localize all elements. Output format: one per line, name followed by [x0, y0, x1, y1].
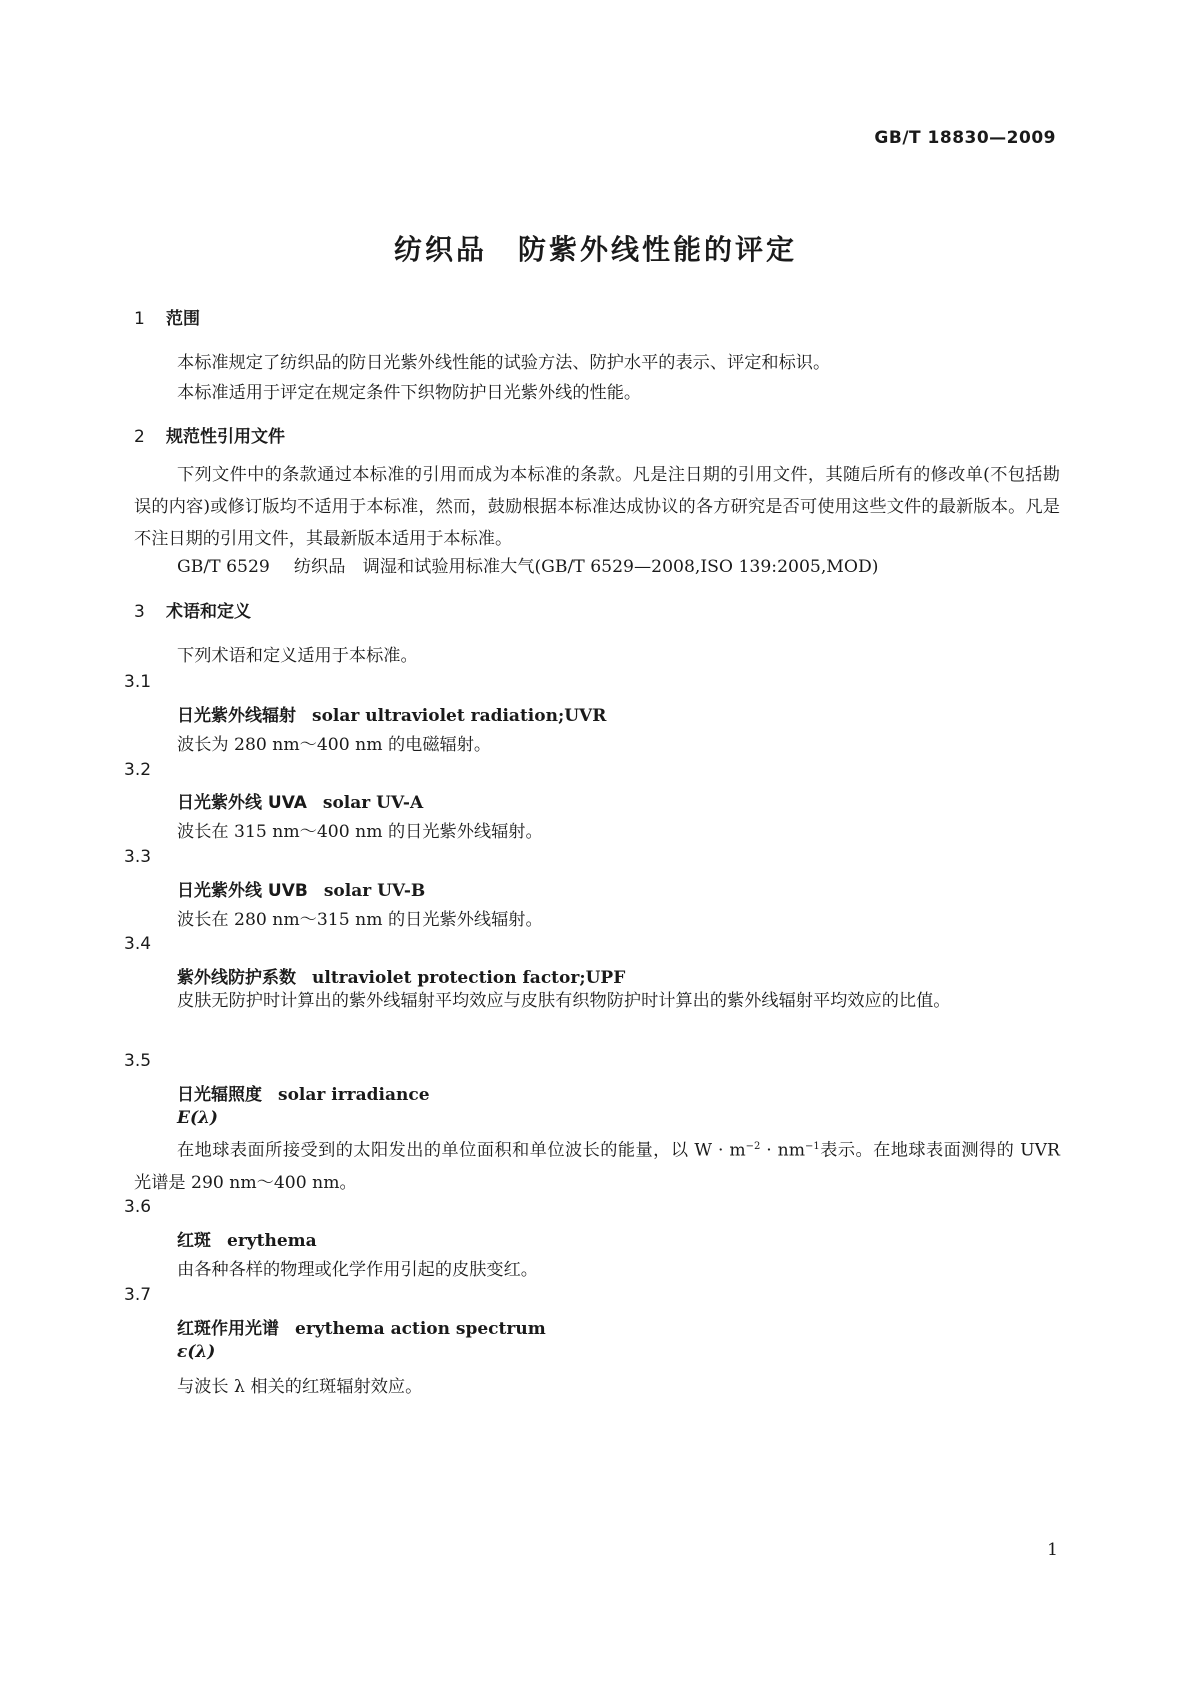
document-title: 纺织品 防紫外线性能的评定 — [393, 233, 797, 266]
term-heading — [177, 1226, 317, 1251]
reference-title: 纺织品 调湿和试验用标准大气(GB/T 6529—2008,ISO 139:2005,MOD) — [293, 557, 879, 577]
reference-entry — [177, 552, 878, 577]
section-number: 3 — [134, 602, 145, 622]
definition-part: 在地球表面所接受到的太阳发出的单位面积和单位波长的能量，以 W · m — [177, 1140, 746, 1161]
term-definition: 波长为 280 nm～400 nm 的电磁辐射。 — [177, 735, 492, 755]
term-symbol: ε(λ) — [177, 1342, 216, 1362]
clause-number: 3.4 — [124, 934, 152, 954]
section-title: 规范性引用文件 — [166, 427, 285, 447]
term-en: solar ultraviolet radiation;UVR — [312, 706, 607, 726]
term-en: erythema action spectrum — [295, 1319, 546, 1339]
term-zh: 日光紫外线 UVA — [177, 793, 307, 813]
term-definition: 波长在 315 nm～400 nm 的日光紫外线辐射。 — [177, 822, 543, 842]
section-number: 1 — [134, 309, 145, 329]
clause-number: 3.7 — [124, 1285, 152, 1305]
section-title: 术语和定义 — [166, 602, 251, 622]
clause-number: 3.6 — [124, 1197, 152, 1217]
normative-references-paragraph: 下列文件中的条款通过本标准的引用而成为本标准的条款。凡是注日期的引用文件，其随后所有的修改单(不包括勘误的内容)或修订版均不适用于本标准，然而，鼓励根据本标准达成协议的各方研究是否可使用这些文件的最新版本。凡是不注日期的引用文件，其最新版本适用于本标准。 — [134, 465, 1060, 549]
term-en: solar UV-B — [323, 881, 426, 901]
section-number: 2 — [134, 427, 145, 447]
page-number: 1 — [1047, 1540, 1058, 1560]
clause-number: 3.5 — [124, 1051, 152, 1071]
section-title: 范围 — [166, 309, 200, 329]
term-heading — [177, 876, 425, 901]
definition-part: 表示。在地球表面测得的 UVR 光谱是 290 nm～400 nm。 — [134, 1140, 1060, 1193]
superscript: −2 — [745, 1141, 761, 1152]
standard-code: GB/T 18830—2009 — [874, 128, 1056, 148]
term-zh: 日光紫外线 UVB — [177, 881, 308, 901]
term-heading — [177, 788, 423, 813]
term-heading — [177, 701, 606, 726]
clause-number: 3.1 — [124, 672, 152, 692]
term-zh: 日光紫外线辐射 — [177, 706, 296, 726]
term-zh: 红斑作用光谱 — [177, 1319, 279, 1339]
clause-number: 3.3 — [124, 847, 152, 867]
definition-part: · nm — [760, 1140, 806, 1161]
section-2-heading — [134, 422, 285, 447]
term-en: erythema — [227, 1231, 317, 1251]
scope-paragraph-2: 本标准适用于评定在规定条件下织物防护日光紫外线的性能。 — [177, 383, 642, 403]
term-zh: 红斑 — [177, 1231, 211, 1251]
reference-code: GB/T 6529 — [177, 557, 270, 577]
scope-paragraph-1: 本标准规定了纺织品的防日光紫外线性能的试验方法、防护水平的表示、评定和标识。 — [177, 353, 831, 373]
term-zh: 日光辐照度 — [177, 1085, 262, 1105]
term-zh: 紫外线防护系数 — [177, 968, 296, 988]
term-symbol: E(λ) — [177, 1108, 218, 1128]
term-definition: 波长在 280 nm～315 nm 的日光紫外线辐射。 — [177, 910, 543, 930]
term-en: solar irradiance — [278, 1085, 430, 1105]
terms-intro: 下列术语和定义适用于本标准。 — [177, 646, 418, 666]
superscript: −1 — [805, 1141, 820, 1152]
term-definition: 由各种各样的物理或化学作用引起的皮肤变红。 — [177, 1260, 538, 1280]
clause-number: 3.2 — [124, 760, 152, 780]
section-1-heading — [134, 304, 200, 329]
term-heading — [177, 1314, 546, 1339]
term-en: ultraviolet protection factor;UPF — [312, 968, 626, 988]
term-definition: 皮肤无防护时计算出的紫外线辐射平均效应与皮肤有织物防护时计算出的紫外线辐射平均效应的比值。 — [177, 991, 951, 1011]
section-3-heading — [134, 597, 251, 622]
term-definition: 与波长 λ 相关的红斑辐射效应。 — [177, 1377, 423, 1397]
term-heading — [177, 1080, 430, 1105]
term-definition — [134, 1131, 1060, 1199]
term-en: solar UV-A — [322, 793, 424, 813]
